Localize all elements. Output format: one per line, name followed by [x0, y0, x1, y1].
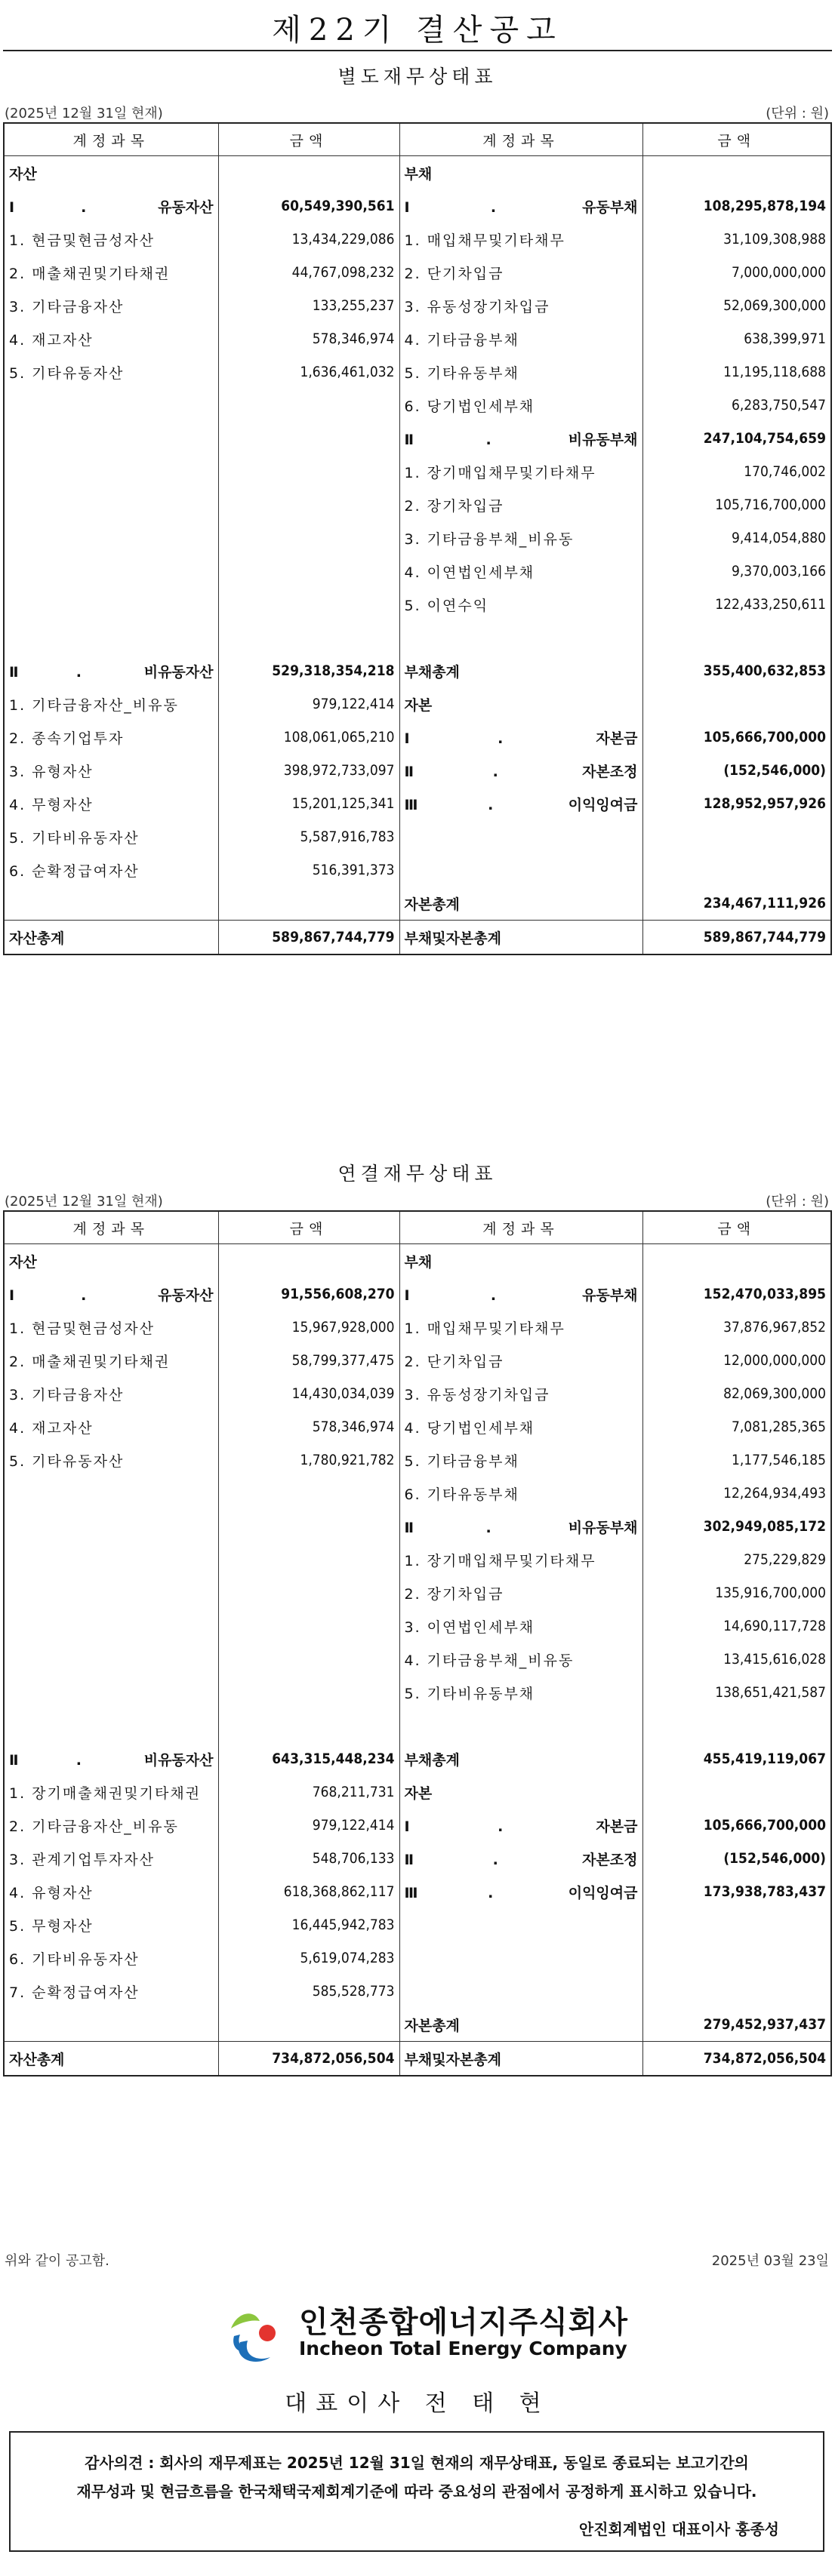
- account-cell: [4, 488, 218, 521]
- account-cell: 2. 기타금융자산_비유동: [4, 1809, 218, 1842]
- account-cell: [4, 389, 218, 422]
- amount-cell: 1,177,546,185: [642, 1443, 831, 1477]
- account-cell: 부채및자본총계: [399, 2042, 642, 2076]
- account-cell: [4, 1510, 218, 1543]
- account-cell: [4, 1676, 218, 1709]
- amount-cell: 12,264,934,493: [642, 1477, 831, 1510]
- table-row: [4, 1742, 831, 1775]
- account-cell: 5. 기타금융부채: [399, 1443, 642, 1477]
- account-cell: 2. 매출채권및기타채권: [4, 1344, 218, 1377]
- account-cell: [399, 853, 642, 887]
- table-row: [4, 1875, 831, 1908]
- table-row: [4, 488, 831, 521]
- account-cell: 자산총계: [4, 921, 218, 955]
- table-row: [4, 1277, 831, 1311]
- account-cell: 부채총계: [399, 654, 642, 687]
- amount-cell: 578,346,974: [218, 322, 399, 355]
- amount-cell: 7,081,285,365: [642, 1410, 831, 1443]
- account-cell: Ⅰ. 유동부채: [399, 1277, 642, 1311]
- amount-cell: (152,546,000): [642, 1842, 831, 1875]
- amount-cell: 355,400,632,853: [642, 654, 831, 687]
- account-cell: 1. 장기매출채권및기타채권: [4, 1775, 218, 1809]
- account-cell: 7. 순확정급여자산: [4, 1975, 218, 2008]
- account-cell: 2. 매출채권및기타채권: [4, 256, 218, 289]
- account-cell: [4, 887, 218, 921]
- table-row: [4, 853, 831, 887]
- amount-cell: 173,938,783,437: [642, 1875, 831, 1908]
- account-cell: [399, 621, 642, 654]
- amount-cell: [218, 422, 399, 455]
- table-row: [4, 754, 831, 787]
- amount-cell: 82,069,300,000: [642, 1377, 831, 1410]
- account-cell: 4. 당기법인세부채: [399, 1410, 642, 1443]
- account-cell: 2. 장기차입금: [399, 488, 642, 521]
- account-cell: Ⅰ. 자본금: [399, 1809, 642, 1842]
- consolidated-title: 연결재무상태표: [337, 1163, 498, 1185]
- account-cell: 5. 기타유동부채: [399, 355, 642, 389]
- amount-cell: 9,370,003,166: [642, 555, 831, 588]
- table-row: [4, 1842, 831, 1875]
- table-row: [4, 1244, 831, 1278]
- amount-cell: [642, 1975, 831, 2008]
- table-row: [4, 189, 831, 223]
- account-cell: 4. 유형자산: [4, 1875, 218, 1908]
- table-row: [4, 721, 831, 754]
- table-row: [4, 687, 831, 721]
- account-cell: Ⅱ. 비유동자산: [4, 1742, 218, 1775]
- account-cell: 부채총계: [399, 1742, 642, 1775]
- amount-cell: [218, 1643, 399, 1676]
- account-cell: 부채: [399, 1244, 642, 1278]
- amount-cell: 275,229,829: [642, 1543, 831, 1576]
- amount-cell: 398,972,733,097: [218, 754, 399, 787]
- amount-cell: 638,399,971: [642, 322, 831, 355]
- account-cell: 5. 기타비유동자산: [4, 820, 218, 853]
- table-row: [4, 223, 831, 256]
- account-cell: 자본: [399, 1775, 642, 1809]
- table-row: [4, 422, 831, 455]
- account-cell: [4, 1609, 218, 1643]
- header-account: 계정과목: [4, 1211, 218, 1244]
- account-cell: [4, 555, 218, 588]
- company-logo: [217, 2298, 629, 2371]
- header-amount: 금액: [642, 1211, 831, 1244]
- amount-cell: 5,587,916,783: [218, 820, 399, 853]
- amount-cell: [218, 1709, 399, 1742]
- amount-cell: 128,952,957,926: [642, 787, 831, 820]
- account-cell: 3. 유동성장기차입금: [399, 1377, 642, 1410]
- amount-cell: [218, 2008, 399, 2042]
- amount-cell: 13,415,616,028: [642, 1643, 831, 1676]
- amount-cell: 5,619,074,283: [218, 1941, 399, 1975]
- account-cell: 1. 장기매입채무및기타채무: [399, 1543, 642, 1576]
- amount-cell: 122,433,250,611: [642, 588, 831, 621]
- account-cell: [4, 621, 218, 654]
- header-amount: 금액: [218, 123, 399, 156]
- amount-cell: 734,872,056,504: [642, 2042, 831, 2076]
- account-cell: 부채및자본총계: [399, 921, 642, 955]
- account-cell: [4, 455, 218, 488]
- header-account: 계정과목: [399, 1211, 642, 1244]
- header-amount: 금액: [218, 1211, 399, 1244]
- audit-opinion-line-1: 감사의견 : 회사의 재무제표는 2025년 12월 31일 현재의 재무상태표, 동일로 종료되는 보고기간의: [85, 2454, 749, 2472]
- account-cell: 5. 이연수익: [399, 588, 642, 621]
- amount-cell: 979,122,414: [218, 687, 399, 721]
- amount-cell: 578,346,974: [218, 1410, 399, 1443]
- table-row: [4, 588, 831, 621]
- table-row: [4, 1377, 831, 1410]
- amount-cell: [218, 887, 399, 921]
- amount-cell: [642, 820, 831, 853]
- account-cell: Ⅱ. 자본조정: [399, 754, 642, 787]
- amount-cell: 91,556,608,270: [218, 1277, 399, 1311]
- amount-cell: 105,666,700,000: [642, 1809, 831, 1842]
- account-cell: [399, 1908, 642, 1941]
- table-row: [4, 1344, 831, 1377]
- account-cell: [4, 1643, 218, 1676]
- account-cell: 자본총계: [399, 887, 642, 921]
- table-row: [4, 1908, 831, 1941]
- account-cell: 3. 유형자산: [4, 754, 218, 787]
- amount-cell: 1,636,461,032: [218, 355, 399, 389]
- table-row: [4, 1443, 831, 1477]
- amount-cell: 9,414,054,880: [642, 521, 831, 555]
- amount-cell: 279,452,937,437: [642, 2008, 831, 2042]
- amount-cell: 302,949,085,172: [642, 1510, 831, 1543]
- table-row: [4, 654, 831, 687]
- notice-title: 제22기 결산공고: [272, 13, 563, 48]
- account-cell: 4. 재고자산: [4, 322, 218, 355]
- account-cell: [4, 1477, 218, 1510]
- account-cell: [4, 422, 218, 455]
- amount-cell: 108,295,878,194: [642, 189, 831, 223]
- amount-cell: [642, 1941, 831, 1975]
- account-cell: 4. 기타금융부채_비유동: [399, 1643, 642, 1676]
- account-cell: 부채: [399, 156, 642, 190]
- amount-cell: [218, 555, 399, 588]
- table-row: [4, 156, 831, 190]
- notice-note: 위와 같이 공고함.: [5, 2253, 109, 2269]
- amount-cell: 133,255,237: [218, 289, 399, 322]
- amount-cell: 44,767,098,232: [218, 256, 399, 289]
- account-cell: 3. 이연법인세부채: [399, 1609, 642, 1643]
- account-cell: [399, 1975, 642, 2008]
- account-cell: [4, 1576, 218, 1609]
- table-row: [4, 1809, 831, 1842]
- amount-cell: 768,211,731: [218, 1775, 399, 1809]
- amount-cell: [642, 853, 831, 887]
- account-cell: [4, 2008, 218, 2042]
- amount-cell: 548,706,133: [218, 1842, 399, 1875]
- amount-cell: 643,315,448,234: [218, 1742, 399, 1775]
- amount-cell: 105,716,700,000: [642, 488, 831, 521]
- table-row: [4, 1543, 831, 1576]
- account-cell: 자본총계: [399, 2008, 642, 2042]
- account-cell: Ⅲ. 이익잉여금: [399, 787, 642, 820]
- amount-cell: [642, 156, 831, 190]
- amount-cell: 734,872,056,504: [218, 2042, 399, 2076]
- amount-cell: 455,419,119,067: [642, 1742, 831, 1775]
- amount-cell: 585,528,773: [218, 1975, 399, 2008]
- account-cell: [4, 521, 218, 555]
- account-cell: 1. 매입채무및기타채무: [399, 223, 642, 256]
- amount-cell: 14,430,034,039: [218, 1377, 399, 1410]
- account-cell: 자산총계: [4, 2042, 218, 2076]
- account-cell: 2. 단기차입금: [399, 256, 642, 289]
- account-cell: 5. 기타유동자산: [4, 355, 218, 389]
- account-cell: [4, 1543, 218, 1576]
- table-row: [4, 787, 831, 820]
- amount-cell: 589,867,744,779: [218, 921, 399, 955]
- table-row: [4, 1576, 831, 1609]
- account-cell: Ⅰ. 유동자산: [4, 189, 218, 223]
- table-row: [4, 355, 831, 389]
- separate-balance-sheet: [3, 122, 832, 955]
- account-cell: 3. 기타금융자산: [4, 1377, 218, 1410]
- ceo-signature: 대표이사 전 태 현: [285, 2390, 550, 2417]
- amount-cell: [218, 1676, 399, 1709]
- table-row: [4, 1609, 831, 1643]
- amount-cell: 37,876,967,852: [642, 1311, 831, 1344]
- amount-cell: [218, 621, 399, 654]
- account-cell: 4. 이연법인세부채: [399, 555, 642, 588]
- amount-cell: 31,109,308,988: [642, 223, 831, 256]
- amount-cell: 516,391,373: [218, 853, 399, 887]
- table-row: [4, 887, 831, 921]
- table-row: [4, 389, 831, 422]
- amount-cell: 6,283,750,547: [642, 389, 831, 422]
- account-cell: 5. 기타유동자산: [4, 1443, 218, 1477]
- consolidated-date: (2025년 12월 31일 현재): [5, 1194, 163, 1210]
- amount-cell: 7,000,000,000: [642, 256, 831, 289]
- amount-cell: 135,916,700,000: [642, 1576, 831, 1609]
- amount-cell: [218, 1609, 399, 1643]
- separate-date: (2025년 12월 31일 현재): [5, 106, 163, 121]
- account-cell: 5. 무형자산: [4, 1908, 218, 1941]
- header-amount: 금액: [642, 123, 831, 156]
- amount-cell: [218, 156, 399, 190]
- table-row: [4, 2008, 831, 2042]
- amount-cell: [642, 1908, 831, 1941]
- account-cell: 1. 현금및현금성자산: [4, 223, 218, 256]
- account-cell: [399, 1941, 642, 1975]
- amount-cell: 15,201,125,341: [218, 787, 399, 820]
- amount-cell: 589,867,744,779: [642, 921, 831, 955]
- account-cell: 2. 단기차입금: [399, 1344, 642, 1377]
- table-row: [4, 289, 831, 322]
- account-cell: 1. 기타금융자산_비유동: [4, 687, 218, 721]
- separate-title: 별도재무상태표: [337, 66, 498, 88]
- amount-cell: 247,104,754,659: [642, 422, 831, 455]
- amount-cell: 1,780,921,782: [218, 1443, 399, 1477]
- table-row: [4, 256, 831, 289]
- account-cell: [4, 1709, 218, 1742]
- account-cell: [4, 588, 218, 621]
- account-cell: 6. 순확정급여자산: [4, 853, 218, 887]
- table-row: [4, 1676, 831, 1709]
- account-cell: 3. 유동성장기차입금: [399, 289, 642, 322]
- table-row: [4, 1510, 831, 1543]
- separate-unit: (단위 : 원): [766, 106, 829, 121]
- amount-cell: 60,549,390,561: [218, 189, 399, 223]
- amount-cell: 234,467,111,926: [642, 887, 831, 921]
- amount-cell: 138,651,421,587: [642, 1676, 831, 1709]
- table-row: [4, 1941, 831, 1975]
- notice-date: 2025년 03월 23일: [711, 2253, 829, 2269]
- auditor-name: 안진회계법인 대표이사 홍종성: [578, 2520, 779, 2538]
- amount-cell: [218, 1576, 399, 1609]
- account-cell: 자산: [4, 156, 218, 190]
- amount-cell: 11,195,118,688: [642, 355, 831, 389]
- amount-cell: (152,546,000): [642, 754, 831, 787]
- amount-cell: [218, 389, 399, 422]
- table-row: [4, 555, 831, 588]
- amount-cell: [642, 687, 831, 721]
- amount-cell: 14,690,117,728: [642, 1609, 831, 1643]
- title-rule: [3, 50, 832, 51]
- account-cell: Ⅱ. 비유동부채: [399, 422, 642, 455]
- amount-cell: [218, 1477, 399, 1510]
- account-cell: [399, 1709, 642, 1742]
- amount-cell: [218, 488, 399, 521]
- amount-cell: 170,746,002: [642, 455, 831, 488]
- account-cell: 자산: [4, 1244, 218, 1278]
- amount-cell: [218, 455, 399, 488]
- consolidated-unit: (단위 : 원): [766, 1194, 829, 1210]
- header-account: 계정과목: [4, 123, 218, 156]
- amount-cell: [642, 1709, 831, 1742]
- account-cell: 4. 기타금융부채: [399, 322, 642, 355]
- account-cell: Ⅱ. 비유동부채: [399, 1510, 642, 1543]
- amount-cell: [218, 1543, 399, 1576]
- total-row: [4, 921, 831, 955]
- account-cell: 6. 당기법인세부채: [399, 389, 642, 422]
- account-cell: 2. 종속기업투자: [4, 721, 218, 754]
- table-row: [4, 1643, 831, 1676]
- amount-cell: 12,000,000,000: [642, 1344, 831, 1377]
- account-cell: [399, 820, 642, 853]
- account-cell: Ⅲ. 이익잉여금: [399, 1875, 642, 1908]
- account-cell: 3. 기타금융부채_비유동: [399, 521, 642, 555]
- table-row: [4, 1775, 831, 1809]
- amount-cell: 52,069,300,000: [642, 289, 831, 322]
- account-cell: 1. 장기매입채무및기타채무: [399, 455, 642, 488]
- amount-cell: 13,434,229,086: [218, 223, 399, 256]
- audit-opinion-box: [9, 2431, 824, 2552]
- table-row: [4, 455, 831, 488]
- account-cell: 1. 현금및현금성자산: [4, 1311, 218, 1344]
- amount-cell: 152,470,033,895: [642, 1277, 831, 1311]
- account-cell: 자본: [399, 687, 642, 721]
- amount-cell: 15,967,928,000: [218, 1311, 399, 1344]
- company-name-korean: 인천종합에너지주식회사: [299, 2305, 629, 2340]
- table-row: [4, 1975, 831, 2008]
- amount-cell: 108,061,065,210: [218, 721, 399, 754]
- account-cell: Ⅰ. 유동자산: [4, 1277, 218, 1311]
- consolidated-balance-sheet: [3, 1210, 832, 2076]
- amount-cell: [218, 588, 399, 621]
- amount-cell: [642, 1775, 831, 1809]
- amount-cell: 58,799,377,475: [218, 1344, 399, 1377]
- account-cell: 3. 기타금융자산: [4, 289, 218, 322]
- table-row: [4, 1311, 831, 1344]
- amount-cell: 618,368,862,117: [218, 1875, 399, 1908]
- table-row: [4, 820, 831, 853]
- account-cell: 2. 장기차입금: [399, 1576, 642, 1609]
- account-cell: Ⅰ. 유동부채: [399, 189, 642, 223]
- amount-cell: 105,666,700,000: [642, 721, 831, 754]
- table-row: [4, 1410, 831, 1443]
- account-cell: 3. 관계기업투자자산: [4, 1842, 218, 1875]
- amount-cell: [218, 521, 399, 555]
- table-row: [4, 1709, 831, 1742]
- table-row: [4, 621, 831, 654]
- account-cell: 1. 매입채무및기타채무: [399, 1311, 642, 1344]
- amount-cell: [642, 1244, 831, 1278]
- table-row: [4, 1477, 831, 1510]
- amount-cell: [218, 1244, 399, 1278]
- logo-mark-icon: [217, 2298, 290, 2371]
- amount-cell: 16,445,942,783: [218, 1908, 399, 1941]
- amount-cell: [642, 621, 831, 654]
- account-cell: 6. 기타유동부채: [399, 1477, 642, 1510]
- account-cell: Ⅰ. 자본금: [399, 721, 642, 754]
- table-row: [4, 521, 831, 555]
- account-cell: Ⅱ. 자본조정: [399, 1842, 642, 1875]
- header-account: 계정과목: [399, 123, 642, 156]
- account-cell: Ⅱ. 비유동자산: [4, 654, 218, 687]
- company-name-english: Incheon Total Energy Company: [299, 2338, 627, 2359]
- amount-cell: [218, 1510, 399, 1543]
- account-cell: 4. 무형자산: [4, 787, 218, 820]
- total-row: [4, 2042, 831, 2076]
- amount-cell: 529,318,354,218: [218, 654, 399, 687]
- table-row: [4, 322, 831, 355]
- account-cell: 4. 재고자산: [4, 1410, 218, 1443]
- account-cell: 5. 기타비유동부채: [399, 1676, 642, 1709]
- audit-opinion-line-2: 재무성과 및 현금흐름을 한국채택국제회계기준에 따라 중요성의 관점에서 공정하게 표시하고 있습니다.: [76, 2482, 757, 2501]
- account-cell: 6. 기타비유동자산: [4, 1941, 218, 1975]
- amount-cell: 979,122,414: [218, 1809, 399, 1842]
